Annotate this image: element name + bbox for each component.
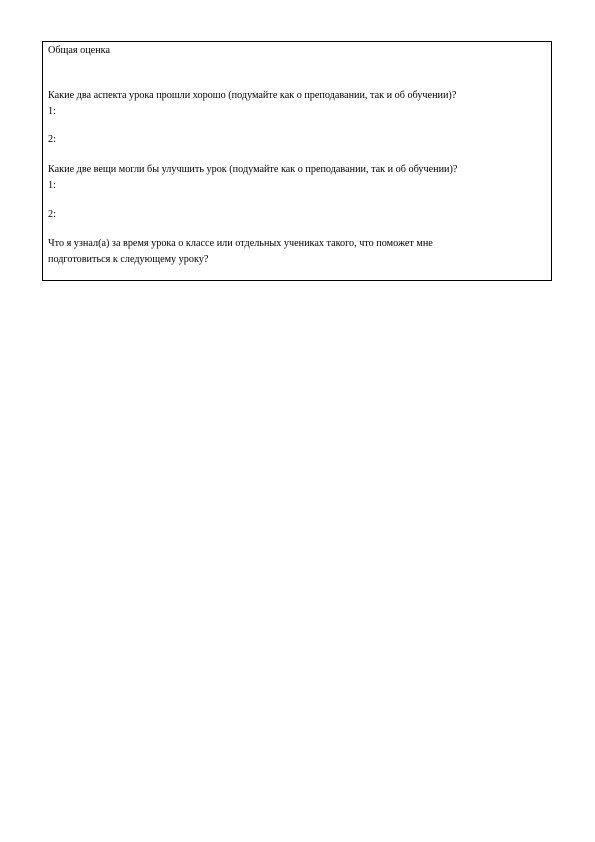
- question-1-answer-2-label: 2:: [48, 134, 56, 145]
- evaluation-box: [42, 41, 552, 281]
- question-1-answer-1-label: 1:: [48, 106, 56, 117]
- question-3-line-1: Что я узнал(а) за время урока о классе или отдельных учениках такого, что поможет мне: [48, 238, 433, 249]
- question-2-answer-2-label: 2:: [48, 209, 56, 220]
- form-title: Общая оценка: [48, 45, 110, 56]
- question-3-line-2: подготовиться к следующему уроку?: [48, 254, 209, 265]
- question-2-answer-1-label: 1:: [48, 180, 56, 191]
- question-1: Какие два аспекта урока прошли хорошо (подумайте как о преподавании, так и об обучении)?: [48, 90, 457, 101]
- question-2: Какие две вещи могли бы улучшить урок (подумайте как о преподавании, так и об обучении)?: [48, 164, 458, 175]
